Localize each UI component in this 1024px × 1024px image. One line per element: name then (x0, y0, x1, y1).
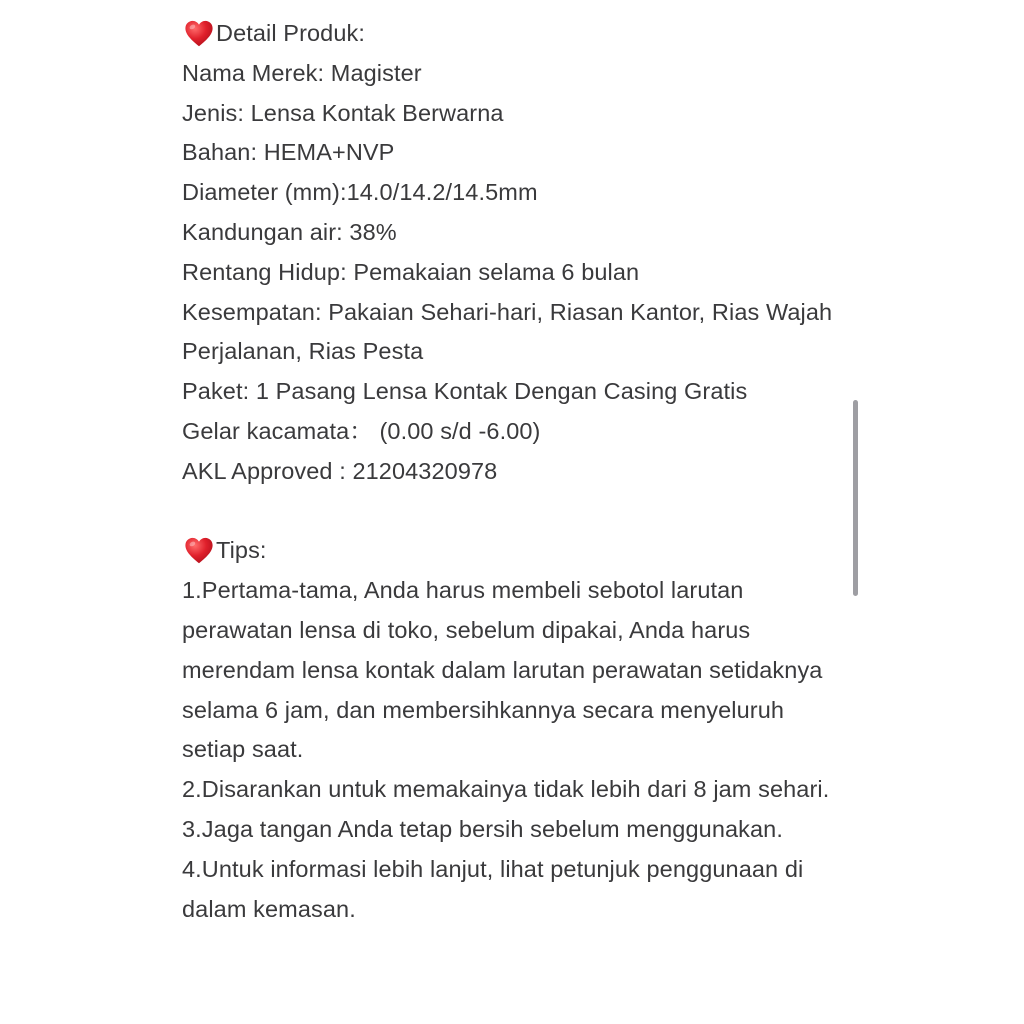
spacer (182, 492, 842, 532)
detail-brand: Nama Merek: Magister (182, 59, 422, 86)
tips-heading (182, 531, 842, 571)
detail-water-content: Kandungan air: 38% (182, 218, 397, 245)
detail-power-range: Gelar kacamata： (0.00 s/d -6.00) (182, 417, 541, 444)
tip-item: 2.Disarankan untuk memakainya tidak lebih dari 8 jam sehari. (182, 776, 830, 803)
detail-package: Paket: 1 Pasang Lensa Kontak Dengan Casing Gratis (182, 378, 748, 405)
detail-material: Bahan: HEMA+NVP (182, 139, 395, 166)
detail-heading (182, 14, 842, 54)
detail-occasion: Kesempatan: Pakaian Sehari-hari, Riasan Kantor, Rias Wajah Perjalanan, Rias Pesta (182, 298, 833, 365)
detail-diameter: Diameter (mm):14.0/14.2/14.5mm (182, 179, 538, 206)
red-heart-icon (184, 536, 214, 566)
detail-type: Jenis: Lensa Kontak Berwarna (182, 99, 504, 126)
description-text (182, 14, 842, 929)
detail-lifespan: Rentang Hidup: Pemakaian selama 6 bulan (182, 258, 640, 285)
detail-akl-number: AKL Approved : 21204320978 (182, 457, 498, 484)
tip-item: 4.Untuk informasi lebih lanjut, lihat petunjuk penggunaan di dalam kemasan. (182, 855, 804, 922)
tips-heading-text: Tips: (216, 537, 267, 564)
detail-heading-text: Detail Produk: (216, 20, 365, 46)
vertical-scrollbar-thumb[interactable] (853, 400, 858, 596)
red-heart-icon (184, 19, 214, 49)
tip-item: 3.Jaga tangan Anda tetap bersih sebelum menggunakan. (182, 815, 783, 842)
tip-item: 1.Pertama-tama, Anda harus membeli sebotol larutan perawatan lensa di toko, sebelum dipakai, Anda harus merendam lensa kontak dalam larutan perawatan setidaknya selama 6 jam, dan membersihkannya secara menyeluruh setiap saat. (182, 577, 823, 763)
